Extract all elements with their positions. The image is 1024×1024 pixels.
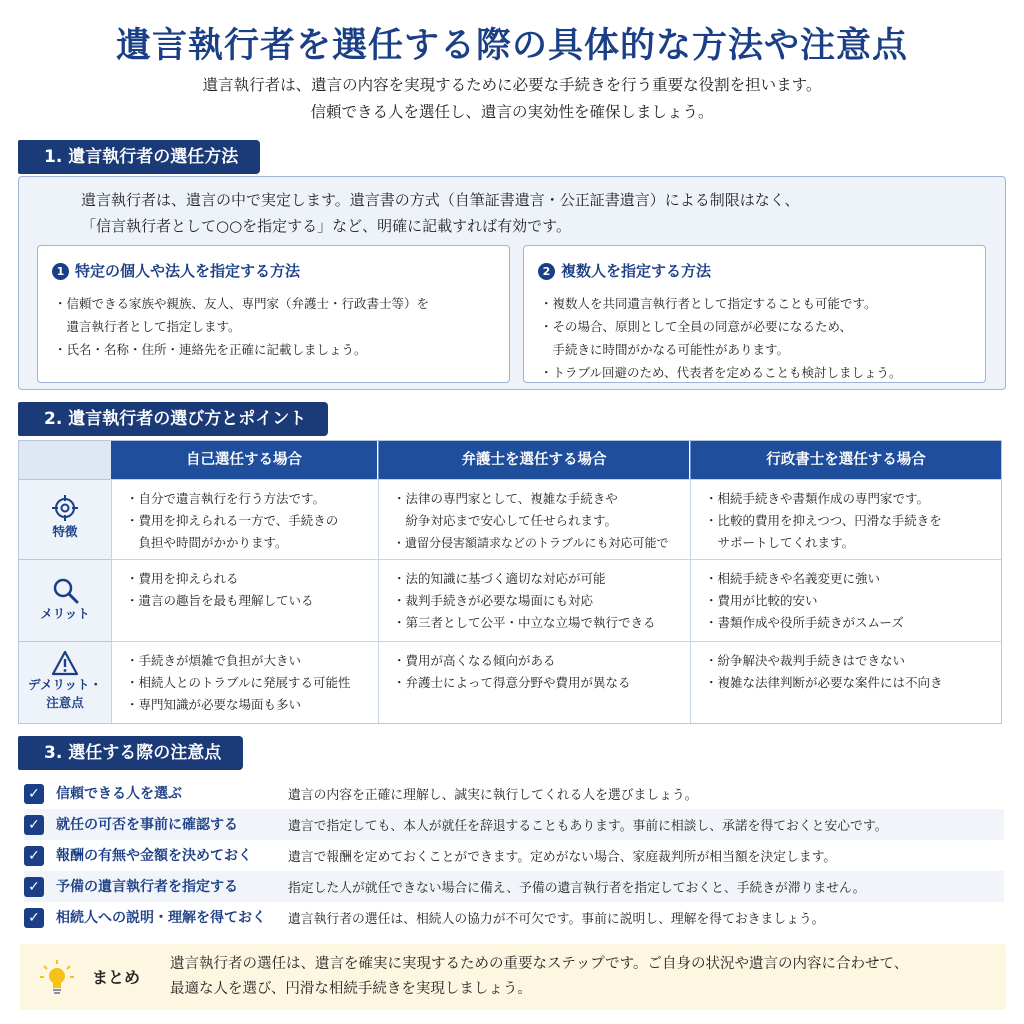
list-item: ・その場合、原則として全員の同意が必要になるため、 xyxy=(540,319,853,334)
list-item: 紛争対応まで安心して任せられます。 xyxy=(393,513,618,528)
list-item: ・書類作成や役所手続きがスムーズ xyxy=(705,615,904,630)
number-badge-2: 2 xyxy=(538,263,555,280)
checklist-key: 就任の可否を事前に確認する xyxy=(56,817,238,833)
method-card-title-text: 複数人を指定する方法 xyxy=(561,262,712,280)
checklist-key: 信頼できる人を選ぶ xyxy=(56,786,182,802)
list-item: ・相続人とのトラブルに発展する可能性 xyxy=(126,675,351,690)
list-item: ・法律の専門家として、複雑な手続きや xyxy=(393,491,618,506)
method-card-title-text: 特定の個人や法人を指定する方法 xyxy=(75,262,301,280)
checklist-key: 報酬の有無や金額を決めておく xyxy=(56,848,252,864)
checkbox-icon: ✓ xyxy=(24,815,44,835)
list-item: ・法的知識に基づく適切な対応が可能 xyxy=(393,571,606,586)
checkbox-icon: ✓ xyxy=(24,846,44,866)
checklist-value: 遺言で指定しても、本人が就任を辞退することもあります。事前に相談し、承諾を得ておくと安心です。 xyxy=(288,819,888,834)
list-item: ・相続手続きや名義変更に強い xyxy=(705,571,881,586)
method-card-multiple xyxy=(523,245,986,383)
section-3-heading: 3. 選任する際の注意点 xyxy=(18,736,243,770)
section-1-desc-line-1: 遺言執行者は、遺言の中で実定します。遺言書の方式（自筆証書遺言・公正証書遺言）による制限はなく、 xyxy=(81,191,800,209)
section-1-description xyxy=(81,187,800,239)
list-item: ・自分で遺言執行を行う方法です。 xyxy=(126,491,326,506)
list-item: ・遺言の趣旨を最も理解している xyxy=(126,593,314,608)
list-item: ・費用が高くなる傾向がある xyxy=(393,653,556,668)
checkbox-icon: ✓ xyxy=(24,908,44,928)
table-cell xyxy=(378,641,690,723)
list-item: ・第三者として公平・中立な立場で執行できる xyxy=(393,615,656,630)
method-card-individual xyxy=(37,245,510,383)
checklist-row xyxy=(24,871,1004,902)
lightbulb-icon xyxy=(40,960,74,996)
table-cell xyxy=(111,479,378,559)
checklist-value: 遺言で報酬を定めておくことができます。定めがない場合、家庭裁判所が相当額を決定します。 xyxy=(288,850,837,865)
list-item: ・専門知識が必要な場面も多い xyxy=(126,697,302,712)
checklist-key: 予備の遺言執行者を指定する xyxy=(56,879,238,895)
target-icon xyxy=(51,494,79,522)
list-item: ・費用が比較的安い xyxy=(705,593,818,608)
checklist-value: 指定した人が就任できない場合に備え、予備の遺言執行者を指定しておくと、手続きが滞りません。 xyxy=(288,881,866,896)
summary-text xyxy=(170,952,908,1002)
method-card-list xyxy=(54,292,429,361)
method-card-list xyxy=(540,292,902,384)
section-2-heading: 2. 遺言執行者の選び方とポイント xyxy=(18,402,328,436)
table-cell xyxy=(690,559,1001,641)
table-cell xyxy=(111,641,378,723)
checklist-row xyxy=(24,902,1004,933)
list-item: ・弁護士によって得意分野や費用が異なる xyxy=(393,675,631,690)
checkbox-icon: ✓ xyxy=(24,877,44,897)
intro-line-1: 遺言執行者は、遺言の内容を実現するために必要な手続きを行う重要な役割を担います。 xyxy=(202,76,822,94)
summary-label: まとめ xyxy=(92,968,141,987)
checkbox-icon: ✓ xyxy=(24,784,44,804)
summary-line-2: 最適な人を選び、円滑な相続手続きを実現しましょう。 xyxy=(170,981,532,997)
intro-text xyxy=(0,72,1024,126)
summary-box xyxy=(20,944,1006,1010)
method-card-title xyxy=(538,260,711,281)
intro-line-2: 信頼できる人を選任し、遺言の実効性を確保しましょう。 xyxy=(310,103,714,121)
checklist-row xyxy=(24,809,1004,840)
list-item: 手続きに時間がかなる可能性があります。 xyxy=(540,342,790,357)
checklist-value: 遺言の内容を正確に理解し、誠実に執行してくれる人を選びましょう。 xyxy=(288,788,698,803)
checklist-row xyxy=(24,778,1004,809)
number-badge-1: 1 xyxy=(52,263,69,280)
list-item: 負担や時間がかかります。 xyxy=(126,535,288,550)
checklist-key: 相続人への説明・理解を得ておく xyxy=(56,910,266,926)
list-item: ・複雑な法律判断が必要な案件には不向き xyxy=(705,675,943,690)
table-cell xyxy=(690,479,1001,559)
search-icon xyxy=(51,576,79,604)
list-item: ・信頼できる家族や親族、友人、専門家（弁護士・行政書士等）を xyxy=(54,296,430,311)
list-item: ・トラブル回避のため、代表者を定めることも検討しましょう。 xyxy=(540,365,902,380)
checklist-value: 遺言執行者の選任は、相続人の協力が不可欠です。事前に説明し、理解を得ておきましょう。 xyxy=(288,912,825,927)
section-1-panel xyxy=(18,176,1006,390)
summary-line-1: 遺言執行者の選任は、遺言を確実に実現するための重要なステップです。ご自身の状況や遺言の内容に合わせて、 xyxy=(170,956,909,972)
table-cell xyxy=(111,559,378,641)
warning-icon xyxy=(51,650,79,676)
list-item: ・紛争解決や裁判手続きはできない xyxy=(705,653,906,668)
list-item: ・遺留分侵害額請求などのトラブルにも対応可能で xyxy=(393,536,669,550)
table-cell xyxy=(690,641,1001,723)
row-label-text: 特徴 xyxy=(52,524,78,539)
row-label-text: メリット xyxy=(40,606,90,621)
list-item: ・相続手続きや書類作成の専門家です。 xyxy=(705,491,930,506)
comparison-table xyxy=(18,440,1002,724)
list-item: 遺言執行者として指定します。 xyxy=(54,319,241,334)
table-cell xyxy=(378,559,690,641)
row-label-text: 注意点 xyxy=(46,695,84,710)
row-label-text: デメリット・ xyxy=(27,677,102,692)
table-corner xyxy=(19,441,111,479)
column-header-scrivener: 行政書士を選任する場合 xyxy=(690,441,1001,479)
row-label-features xyxy=(19,479,111,559)
column-header-self: 自己選任する場合 xyxy=(111,441,377,479)
list-item: ・費用を抑えられる xyxy=(126,571,239,586)
list-item: ・手続きが煩雑で負担が大きい xyxy=(126,653,302,668)
column-header-lawyer: 弁護士を選任する場合 xyxy=(378,441,689,479)
row-label-merits xyxy=(19,559,111,641)
page-title: 遺言執行者を選任する際の具体的な方法や注意点 xyxy=(115,26,908,66)
section-1-heading: 1. 遺言執行者の選任方法 xyxy=(18,140,260,174)
section-1-desc-line-2: 「信言執行者として○○を指定する」など、明確に記載すれば有効です。 xyxy=(81,217,571,235)
list-item: ・比較的費用を抑えつつ、円滑な手続きを xyxy=(705,513,942,528)
row-label-demerits xyxy=(19,641,111,723)
list-item: ・費用を抑えられる一方で、手続きの xyxy=(126,513,339,528)
method-card-title xyxy=(52,260,300,281)
list-item: ・裁判手続きが必要な場面にも対応 xyxy=(393,593,594,608)
checklist-row xyxy=(24,840,1004,871)
list-item: ・複数人を共同遺言執行者として指定することも可能です。 xyxy=(540,296,877,311)
list-item: サポートしてくれます。 xyxy=(705,535,855,550)
table-cell xyxy=(378,479,690,559)
list-item: ・氏名・名称・住所・連絡先を正確に記載しましょう。 xyxy=(54,342,367,357)
